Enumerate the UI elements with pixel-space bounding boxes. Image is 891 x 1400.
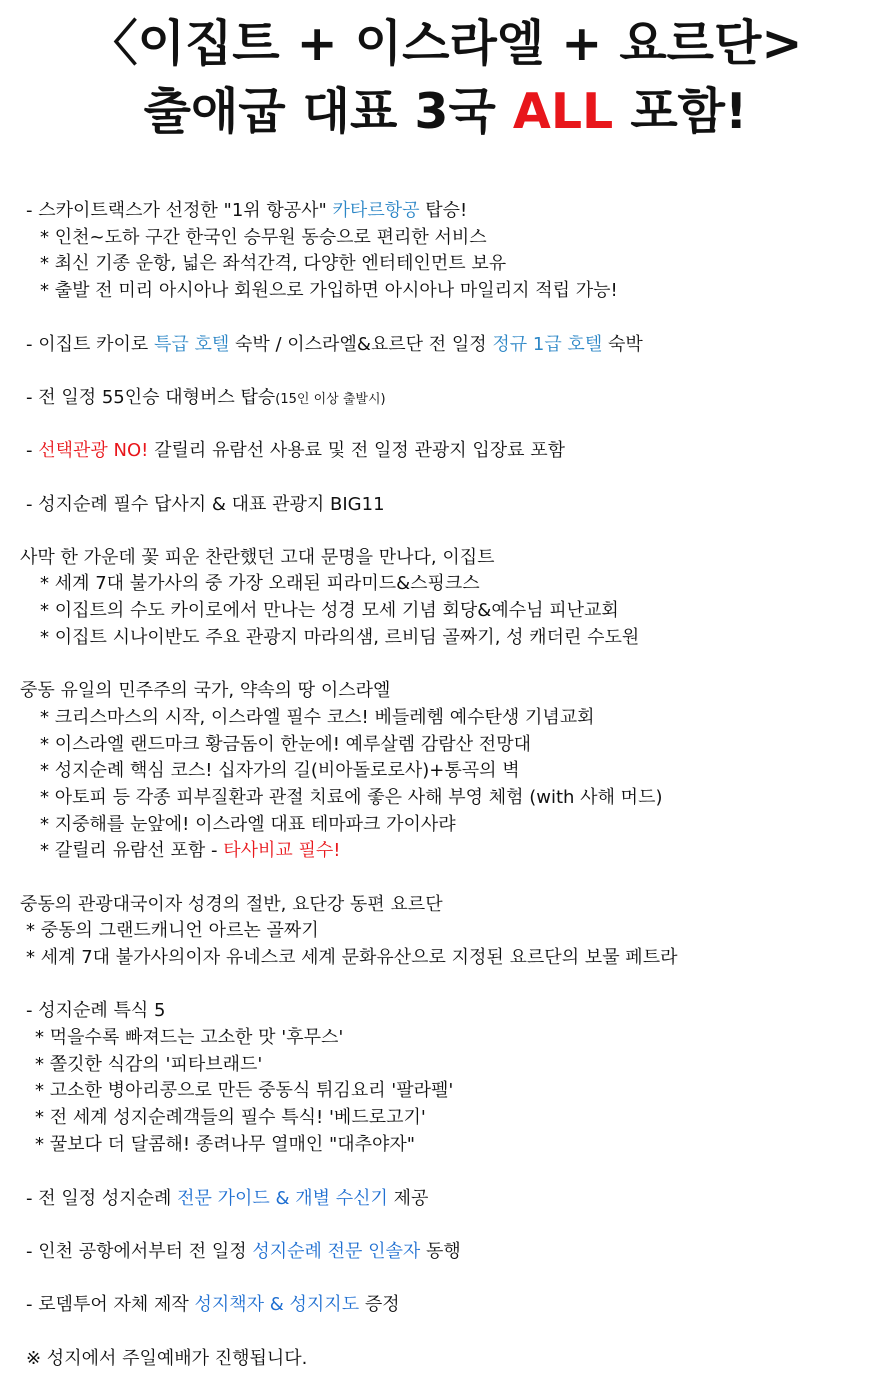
egypt-heading: 사막 한 가운데 꽃 피운 찬란했던 고대 문명을 만나다, 이집트 [20,547,495,568]
guide-highlight: 전문 가이드 & 개별 수신기 [177,1188,388,1209]
airline-pre: - 스카이트랙스가 선정한 "1위 항공사" [26,200,333,221]
worship-notice: ※ 성지에서 주일예배가 진행됩니다. [26,1348,308,1369]
jordan-bullet-1: * 중동의 그랜드캐니언 아르논 골짜기 [26,920,319,941]
food-bullet-2: * 쫄깃한 식감의 '피타브래드' [35,1054,263,1075]
israel-bullet-3: * 성지순례 핵심 코스! 십자가의 길(비아돌로로사)+통곡의 벽 [40,760,520,781]
food-bullet-4: * 전 세계 성지순례객들의 필수 특식! '베드로고기' [35,1107,426,1128]
option-pre: - [26,440,39,461]
headline-line2-post: 포함! [613,83,748,140]
bus-note: (15인 이상 출발시) [275,392,386,407]
airline-bullet-3: * 출발 전 미리 아시아나 회원으로 가입하면 아시아나 마일리지 적립 가능! [40,280,618,301]
guide-line [26,1186,428,1212]
airline-line [26,198,467,224]
bus-main: - 전 일정 55인승 대형버스 탑승 [26,387,276,408]
airline-post: 탑승! [419,200,468,221]
book-line [26,1292,400,1318]
hotel-post: 숙박 [602,334,643,355]
food-bullet-5: * 꿀보다 더 달콤해! 종려나무 열매인 "대추야자" [35,1134,416,1155]
guide-post: 제공 [387,1188,429,1209]
egypt-bullet-1: * 세계 7대 불가사의 중 가장 오래된 피라미드&스핑크스 [40,573,480,594]
israel-bullet-2: * 이스라엘 랜드마크 황금돔이 한눈에! 예루살렘 감람산 전망대 [40,734,531,755]
food-bullet-1: * 먹을수록 빠져드는 고소한 맛 '후무스' [35,1027,344,1048]
escort-line [26,1239,461,1265]
food-heading: - 성지순례 특식 5 [26,1000,166,1021]
hotel-highlight-2: 정규 1급 호텔 [492,334,603,355]
israel-bullet-6 [40,838,340,864]
food-bullet-3: * 고소한 병아리콩으로 만든 중동식 튀김요리 '팔라펠' [35,1080,454,1101]
bus-line [26,385,386,413]
guide-pre: - 전 일정 성지순례 [26,1188,178,1209]
hotel-line [26,332,643,358]
option-post: 갈릴리 유람선 사용료 및 전 일정 관광지 입장료 포함 [148,440,565,461]
headline-line2 [0,82,891,142]
israel-bullet-1: * 크리스마스의 시작, 이스라엘 필수 코스! 베들레헴 예수탄생 기념교회 [40,707,595,728]
book-highlight: 성지책자 & 성지지도 [194,1294,360,1315]
hotel-pre: - 이집트 카이로 [26,334,154,355]
airline-bullet-1: * 인천~도하 구간 한국인 승무원 동승으로 편리한 서비스 [40,227,487,248]
hotel-mid: 숙박 / 이스라엘&요르단 전 일정 [229,334,493,355]
escort-highlight: 성지순례 전문 인솔자 [252,1241,421,1262]
hotel-highlight-1: 특급 호텔 [154,334,230,355]
option-highlight: 선택관광 NO! [38,440,149,461]
jordan-heading: 중동의 관광대국이자 성경의 절반, 요단강 동편 요르단 [20,894,443,915]
big11-line: - 성지순례 필수 답사지 & 대표 관광지 BIG11 [26,494,385,515]
israel-last-highlight: 타사비교 필수! [223,840,341,861]
israel-heading: 중동 유일의 민주주의 국가, 약속의 땅 이스라엘 [20,680,391,701]
escort-pre: - 인천 공항에서부터 전 일정 [26,1241,253,1262]
book-post: 증정 [359,1294,400,1315]
book-pre: - 로뎀투어 자체 제작 [26,1294,195,1315]
headline-all-highlight: ALL [512,83,614,140]
israel-bullet-4: * 아토피 등 각종 피부질환과 관절 치료에 좋은 사해 부영 체험 (with 사해 머드) [40,787,663,808]
jordan-bullet-2: * 세계 7대 불가사의이자 유네스코 세계 문화유산으로 지정된 요르단의 보물 페트라 [26,947,678,968]
israel-last-pre: * 갈릴리 유람선 포함 - [40,840,224,861]
option-line [26,438,565,464]
airline-highlight: 카타르항공 [332,200,420,221]
escort-post: 동행 [420,1241,461,1262]
egypt-bullet-2: * 이집트의 수도 카이로에서 만나는 성경 모세 기념 회당&예수님 피난교회 [40,600,619,621]
airline-bullet-2: * 최신 기종 운항, 넓은 좌석간격, 다양한 엔터테인먼트 보유 [40,253,507,274]
israel-bullet-5: * 지중해를 눈앞에! 이스라엘 대표 테마파크 가이사랴 [40,814,456,835]
headline-line2-pre: 출애굽 대표 3국 [143,83,513,140]
egypt-bullet-3: * 이집트 시나이반도 주요 관광지 마라의샘, 르비딤 골짜기, 성 캐더린 수도원 [40,627,640,648]
headline-line1: 〈이집트 + 이스라엘 + 요르단> [88,15,803,72]
